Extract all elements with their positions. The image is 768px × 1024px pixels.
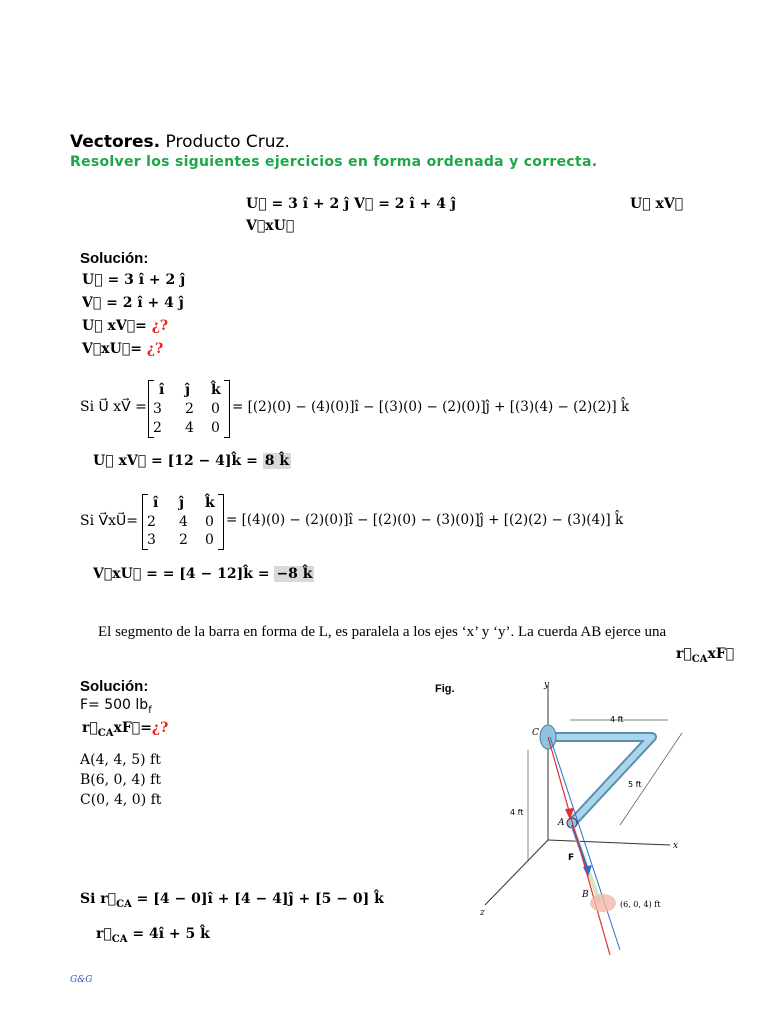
m2-cell: 4 <box>179 514 188 530</box>
dim-5ft: 5 ft <box>628 780 642 789</box>
m1-cell: 4 <box>185 420 194 436</box>
line-u: U⃗ = 3 î + 2 ĵ <box>82 272 186 288</box>
m1-cell: î <box>159 382 165 398</box>
point-c: C(0, 4, 0) ft <box>80 792 162 808</box>
footer-mark: G&G <box>70 975 93 985</box>
rcaxf-line <box>82 720 168 739</box>
result-1 <box>93 453 291 469</box>
x-axis <box>548 840 670 845</box>
rcaxf-tail: xF⃗= <box>113 720 152 736</box>
label-c: C <box>532 728 539 738</box>
problem2-statement: El segmento de la barra en forma de L, es paralela a los ejes ‘x’ y ‘y’. La cuerda AB ejerce una <box>98 624 667 640</box>
m1-cell: 0 <box>211 401 220 417</box>
title-rest: Producto Cruz. <box>160 132 290 152</box>
point-b-marker <box>590 894 616 912</box>
result1-value: 8 k̂ <box>264 453 290 469</box>
rca-result-tail: = 4î + 5 k̂ <box>127 926 210 942</box>
m2-cell: î <box>153 495 159 511</box>
title-bold: Vectores. <box>70 132 161 152</box>
determinant-2 <box>142 494 224 550</box>
problem1-ask-vxu: V⃗xU⃗ <box>246 218 295 234</box>
si2-prefix: Si V⃗xU⃗= <box>80 513 138 529</box>
problem2-ask <box>676 646 734 665</box>
si-rca-tail: = [4 − 0]î + [4 − 4]ĵ + [5 − 0] k̂ <box>131 891 384 907</box>
force-value <box>80 697 152 716</box>
result2-prefix: V⃗xU⃗ = = [4 − 12]k̂ = <box>93 566 275 582</box>
label-b: B <box>582 890 589 900</box>
m1-cell: ĵ <box>185 382 191 398</box>
line-vxu <box>82 341 163 357</box>
result2-value: −8 k̂ <box>276 566 313 582</box>
m1-cell: 2 <box>153 420 162 436</box>
axis-x-label: x <box>673 841 679 851</box>
result1-prefix: U⃗ xV⃗ = [12 − 4]k̂ = <box>93 453 263 469</box>
dim-4ft-side: 4 ft <box>510 808 524 817</box>
line-uxv-prefix: U⃗ xV⃗= <box>82 318 152 334</box>
si2-expansion: = [(4)(0) − (2)(0)]î − [(2)(0) − (3)(0)]ĵ + [(2)(2) − (3)(4)] k̂ <box>226 512 624 528</box>
ask-tail: xF⃗ <box>707 646 735 662</box>
si-rca-line <box>80 891 384 910</box>
fig-label: Fig. <box>435 683 455 695</box>
result-2 <box>93 566 314 582</box>
rca-result-r: r⃗ <box>96 926 112 942</box>
line-v: V⃗ = 2 î + 4 ĵ <box>82 295 184 311</box>
m1-cell: 3 <box>153 401 162 417</box>
m2-cell: 0 <box>205 514 214 530</box>
problem1-ask-uxv: U⃗ xV⃗ <box>630 196 684 212</box>
line-vxu-prefix: V⃗xU⃗= <box>82 341 147 357</box>
line-uxv <box>82 318 168 334</box>
point-a: A(4, 4, 5) ft <box>80 752 161 768</box>
force-sub: f <box>148 704 152 716</box>
m1-cell: k̂ <box>211 382 221 398</box>
ask-r-sub: CA <box>691 653 708 665</box>
dim-4ft-top: 4 ft <box>610 715 624 724</box>
question-mark-1: ¿? <box>151 318 169 334</box>
question-mark-2: ¿? <box>146 341 164 357</box>
m2-cell: ĵ <box>179 495 185 511</box>
force-text: F= 500 lb <box>80 697 149 713</box>
m2-cell: k̂ <box>205 495 215 511</box>
si-rca-prefix: Si r⃗ <box>80 891 117 907</box>
line-rca-blue <box>550 737 620 950</box>
l-bar-figure <box>470 675 690 960</box>
m2-cell: 0 <box>205 532 214 548</box>
solution-label-2: Solución: <box>80 678 149 695</box>
rca-result <box>96 926 210 945</box>
label-f: F <box>568 853 575 863</box>
problem1-given: U⃗ = 3 î + 2 ĵ V⃗ = 2 î + 4 ĵ <box>246 196 456 212</box>
m2-cell: 2 <box>179 532 188 548</box>
m1-cell: 2 <box>185 401 194 417</box>
point-b: B(6, 0, 4) ft <box>80 772 161 788</box>
m2-cell: 3 <box>147 532 156 548</box>
z-axis <box>485 840 548 905</box>
question-mark-3: ¿? <box>151 720 169 736</box>
m1-cell: 0 <box>211 420 220 436</box>
rcaxf-sub: CA <box>97 727 114 739</box>
determinant-1 <box>148 380 230 438</box>
page-title <box>70 132 290 152</box>
rcaxf-r: r⃗ <box>82 720 98 736</box>
solution-label-1: Solución: <box>80 250 149 267</box>
label-a: A <box>558 818 565 828</box>
axis-y-label: y <box>544 680 550 690</box>
label-point-b: (6, 0, 4) ft <box>620 900 661 909</box>
ask-r: r⃗ <box>676 646 692 662</box>
dim-5ft-line <box>620 733 682 825</box>
axis-z-label: z <box>480 908 485 918</box>
instruction-text: Resolver los siguientes ejercicios en forma ordenada y correcta. <box>70 154 598 170</box>
line-rca-red <box>548 737 610 955</box>
si-rca-sub: CA <box>116 898 132 910</box>
si1-prefix: Si U⃗ xV⃗ = <box>80 399 147 415</box>
si1-expansion: = [(2)(0) − (4)(0)]î − [(3)(0) − (2)(0)]ĵ + [(3)(4) − (2)(2)] k̂ <box>232 399 630 415</box>
m2-cell: 2 <box>147 514 156 530</box>
rca-result-sub: CA <box>111 933 128 945</box>
